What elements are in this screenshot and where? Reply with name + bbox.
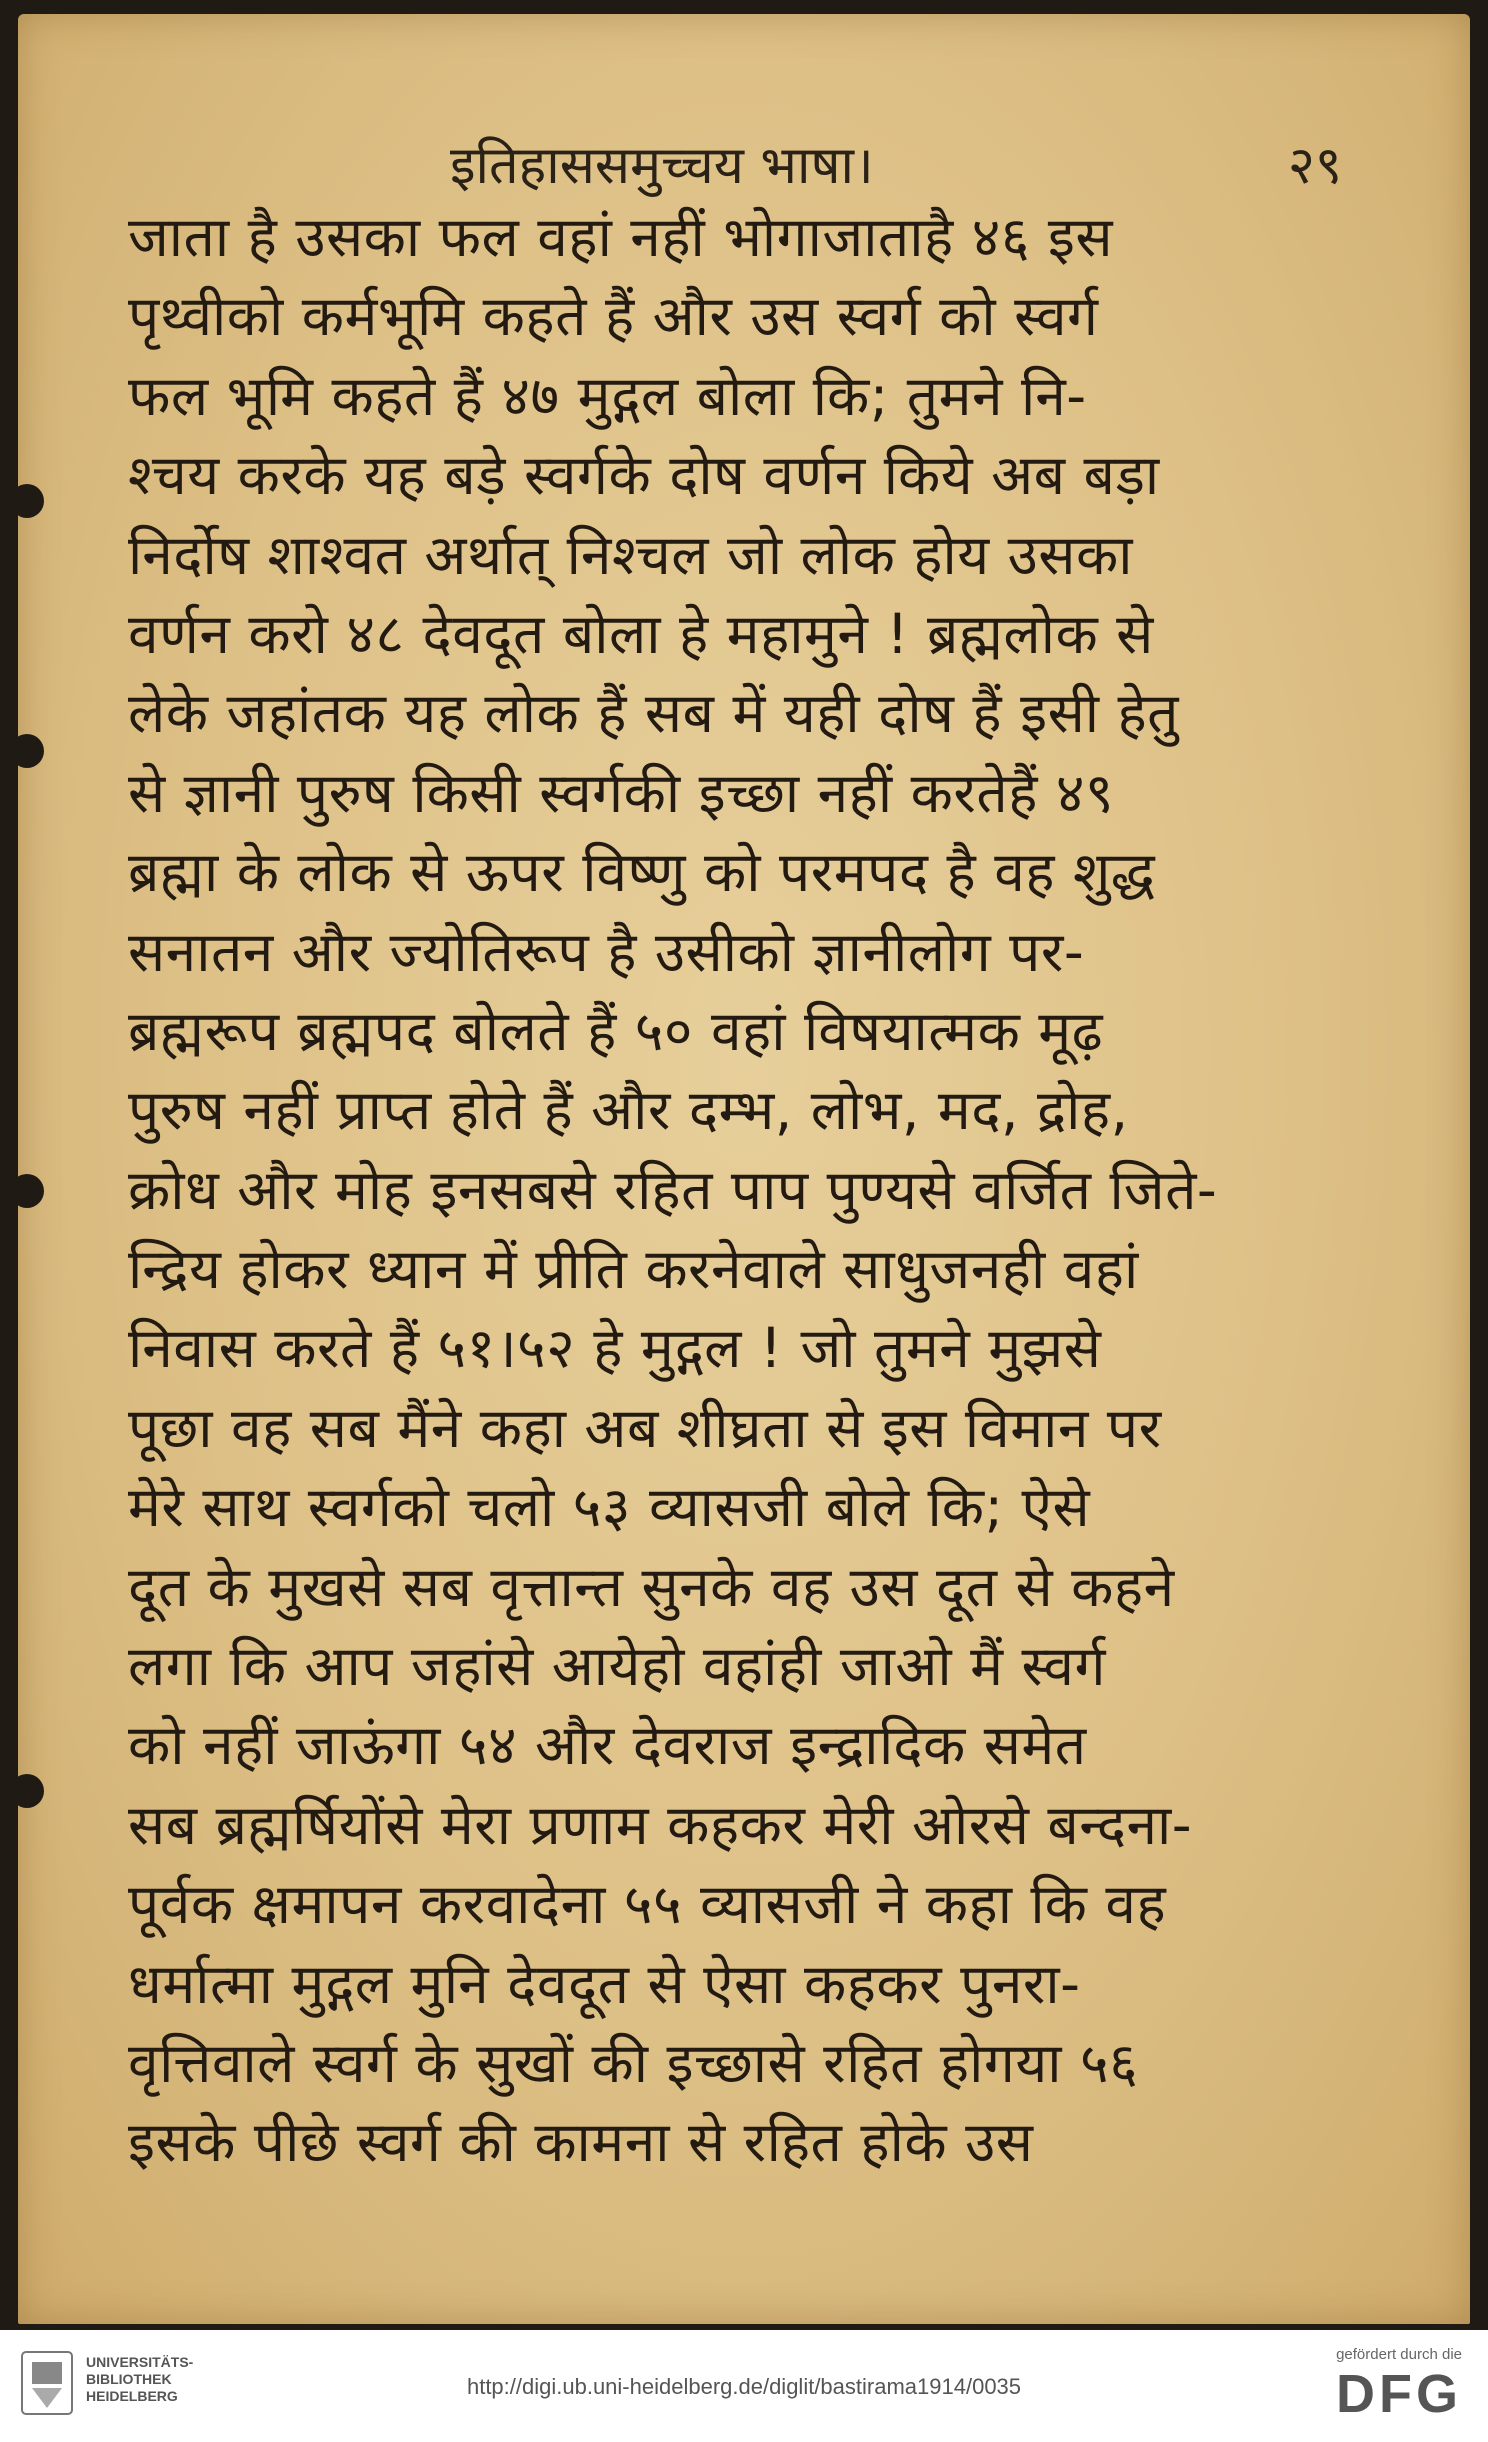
text-line: धर्मात्मा मुद्गल मुनि देवदूत से ऐसा कहकर पुनरा- <box>128 1951 1081 2016</box>
library-name-line: HEIDELBERG <box>86 2388 178 2404</box>
source-url-link[interactable]: http://digi.ub.uni-heidelberg.de/diglit/bastirama1914/0035 <box>466 2374 1022 2399</box>
library-name-line: BIBLIOTHEK <box>86 2371 172 2387</box>
text-line: पृथ्वीको कर्मभूमि कहते हैं और उस स्वर्ग को स्वर्ग <box>128 284 1099 349</box>
binding-hole <box>10 1774 44 1808</box>
binding-hole <box>10 484 44 518</box>
text-line: न्द्रिय होकर ध्यान में प्रीति करनेवाले साधुजनही वहां <box>128 1237 1139 1302</box>
text-line: जाता है उसका फल वहां नहीं भोगाजाताहै ४६ इस <box>128 205 1114 269</box>
text-line: क्रोध और मोह इनसबसे रहित पाप पुण्यसे वर्जित जिते- <box>128 1157 1218 1222</box>
binding-hole <box>10 1174 44 1208</box>
binding-hole <box>10 734 44 768</box>
dfg-logo: DFG <box>1336 2364 1462 2424</box>
text-line: पूछा वह सब मैंने कहा अब शीघ्रता से इस विमान पर <box>128 1395 1162 1460</box>
text-line: सब ब्रह्मर्षियोंसे मेरा प्रणाम कहकर मेरी ओरसे बन्दना- <box>128 1792 1193 1857</box>
text-line: वृत्तिवाले स्वर्ग के सुखों की इच्छासे रहित होगया ५६ <box>128 2030 1139 2095</box>
text-line: श्चय करके यह बड़े स्वर्गके दोष वर्णन किये अब बड़ा <box>128 443 1160 508</box>
text-line: पूर्वक क्षमापन करवादेना ५५ व्यासजी ने कहा कि वह <box>128 1872 1167 1937</box>
text-line: ब्रह्मा के लोक से ऊपर विष्णु को परमपद है वह शुद्ध <box>128 840 1156 905</box>
text-line: से ज्ञानी पुरुष किसी स्वर्गकी इच्छा नहीं करतेहैं ४९ <box>128 760 1115 825</box>
running-title: इतिहाससमुच्चय भाषा। <box>450 136 874 196</box>
page-number: २९ <box>1287 136 1342 196</box>
text-line: फल भूमि कहते हैं ४७ मुद्गल बोला कि; तुमने नि- <box>128 363 1087 428</box>
page-header <box>130 118 1360 208</box>
text-line: को नहीं जाऊंगा ५४ और देवराज इन्द्रादिक समेत <box>128 1713 1087 1778</box>
text-line: इसके पीछे स्वर्ग की कामना से रहित होके उस <box>128 2110 1034 2175</box>
text-line: निवास करते हैं ५१।५२ हे मुद्गल ! जो तुमने मुझसे <box>128 1316 1102 1381</box>
body-text <box>128 198 1368 2183</box>
funding-credit <box>1336 2346 1462 2425</box>
text-line: ब्रह्मरूप ब्रह्मपद बोलते हैं ५० वहां विषयात्मक मूढ़ <box>128 998 1104 1063</box>
text-line: मेरे साथ स्वर्गको चलो ५३ व्यासजी बोले कि; ऐसे <box>128 1475 1091 1540</box>
text-line: लेके जहांतक यह लोक हैं सब में यही दोष हैं इसी हेतु <box>128 681 1180 746</box>
funding-label: gefördert durch die <box>1336 2346 1462 2363</box>
text-line: वर्णन करो ४८ देवदूत बोला हे महामुने ! ब्रह्मलोक से <box>128 601 1154 666</box>
text-line: दूत के मुखसे सब वृत्तान्त सुनके वह उस दूत से कहने <box>128 1554 1175 1619</box>
library-name-line: UNIVERSITÄTS- <box>86 2354 194 2370</box>
text-line: निर्दोष शाश्वत अर्थात् निश्चल जो लोक होय उसका <box>128 522 1133 587</box>
text-line: सनातन और ज्योतिरूप है उसीको ज्ञानीलोग पर- <box>128 919 1085 984</box>
text-line: लगा कि आप जहांसे आयेहो वहांही जाओ मैं स्वर्ग <box>128 1634 1106 1699</box>
viewer-footer <box>0 2330 1488 2442</box>
text-line: पुरुष नहीं प्राप्त होते हैं और दम्भ, लोभ, मद, द्रोह, <box>128 1078 1129 1143</box>
